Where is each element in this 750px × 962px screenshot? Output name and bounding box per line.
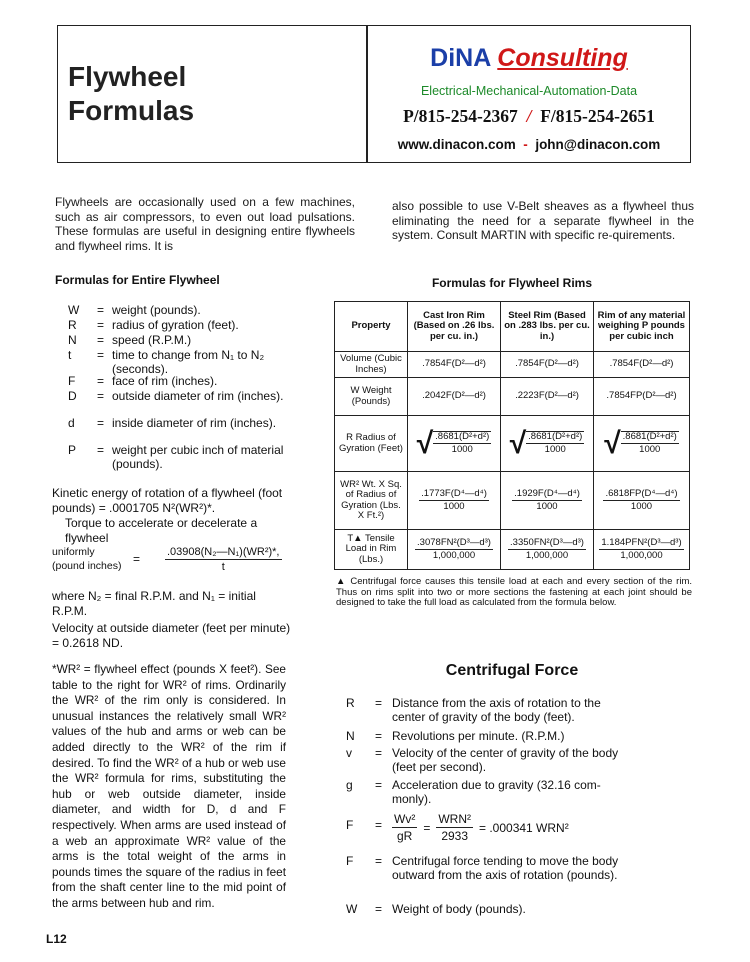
equals-sign: = <box>97 389 105 403</box>
equals-sign: = <box>375 818 383 832</box>
cell-value: .7854FP(D²—d²) <box>594 378 690 416</box>
formula-fraction2 <box>436 812 473 843</box>
page-number: L12 <box>46 932 67 946</box>
rims-footnote: ▲ Centrifugal force causes this tensile load at each and every section of the rim. Thus on rims split into two or more sections the fastening at each joint should be designed to take the full load as calculated from the formula below. <box>336 576 692 608</box>
cell-value: .7854F(D²—d²) <box>501 352 594 378</box>
brand-dina: DiNA <box>430 44 491 72</box>
definition-symbol: F <box>346 854 354 868</box>
definition-text: inside diameter of rim (inches). <box>112 416 277 430</box>
definition-symbol: F <box>346 818 354 832</box>
brand-consulting: Consulting <box>497 44 628 72</box>
formula-fraction1 <box>392 812 417 843</box>
kinetic-energy-text: Kinetic energy of rotation of a flywheel (foot pounds) = .0001705 N²(WR²)*. <box>52 486 283 515</box>
cell-property: R Radius of Gyration (Feet) <box>335 416 408 472</box>
col-header: Rim of any material weighing P pounds per cubic inch <box>594 302 690 352</box>
denominator: 1,000,000 <box>525 550 569 561</box>
equals-sign: = <box>375 696 383 710</box>
heading-flywheel-rims: Formulas for Flywheel Rims <box>431 276 593 290</box>
definition-symbol: d <box>68 416 75 430</box>
sqrt-icon: √ <box>416 426 434 460</box>
brand-tagline: Electrical-Mechanical-Automation-Data <box>420 84 638 98</box>
web-separator: - <box>523 137 528 152</box>
definition-text: radius of gyration (feet). <box>112 318 239 332</box>
equals-sign: = <box>423 820 431 835</box>
cell-value: .7854F(D²—d²) <box>594 352 690 378</box>
wr2-note-text: *WR² = flywheel effect (pounds X feet²). See table to the right for WR² of rims. Ordinarily the WR² of the rim only is considered. In unusual instances the relatively small WR² values of the hub and arms or web can be added directly to the WR² of the rim if desired. To find the WR² of a hub or web use the WR² formula for rims, substituting the hub or web outside diameter, inside diameter, and width for D, d and F respectively. When arms are used instead of a web an approximate WR² value of the arms is the total weight of the arms in pounds times the square of the radius in feet from the shaft center line to the mid point of the arms between hub and rim. <box>52 662 286 910</box>
definition-text: Centrifugal force tending to move the body outward from the axis of rotation (pounds). <box>392 854 619 882</box>
page-title-line1: Flywheel <box>68 61 187 92</box>
torque-numerator: .03908(N₂—N₁)(WR²)*, <box>167 546 280 558</box>
numerator: .3078FN²(D³—d³) <box>415 538 493 551</box>
equals-sign: = <box>375 746 383 760</box>
definition-text: speed (R.P.M.) <box>112 333 192 347</box>
definition-symbol: R <box>346 696 355 710</box>
numerator: 1.184PFN²(D³—d³) <box>599 538 683 551</box>
sqrt-icon: √ <box>509 426 527 460</box>
equals-sign: = <box>97 303 105 317</box>
email-link[interactable]: john@dinacon.com <box>535 137 661 152</box>
equals-sign: = <box>97 348 105 362</box>
table-row <box>335 352 690 378</box>
definition-symbol: R <box>68 318 77 332</box>
denominator: 1000 <box>451 444 473 455</box>
intro-right-text: also possible to use V-Belt sheaves as a flywheel thus eliminating the need for a separate flywheel in the system. Consult MARTIN with specific re-quirements. <box>392 199 694 242</box>
col-header: Steel Rim (Based on .283 lbs. per cu. in.) <box>501 302 594 352</box>
definition-symbol: v <box>346 746 352 760</box>
velocity-text: Velocity at outside diameter (feet per minute) = 0.2618 ND. <box>52 621 291 650</box>
denominator: 1000 <box>630 501 653 512</box>
denominator: 1,000,000 <box>432 550 476 561</box>
table-row <box>335 472 690 530</box>
denominator: gR <box>396 829 413 843</box>
equals-sign: = <box>97 443 105 457</box>
denominator: 1000 <box>544 444 566 455</box>
definition-symbol: F <box>68 374 76 388</box>
col-header: Cast Iron Rim (Based on .26 lbs. per cu. in.) <box>408 302 501 352</box>
page-title-line2: Formulas <box>68 95 195 126</box>
torque-text: Torque to accelerate or decelerate a flywheel <box>65 516 258 545</box>
table-header-row <box>335 302 690 352</box>
definition-text: weight per cubic inch of material (pounds). <box>112 443 284 471</box>
definition-text: outside diameter of rim (inches). <box>112 389 284 403</box>
where-text: where N₂ = final R.P.M. and N₁ = initial R.P.M. <box>52 589 256 618</box>
numerator: .3350FN²(D³—d³) <box>508 538 586 551</box>
contact-phones <box>368 106 690 127</box>
sqrt-icon: √ <box>604 426 621 460</box>
cell-property: T▲ Tensile Load in Rim (Lbs.) <box>335 530 408 570</box>
equals-sign: = <box>375 778 383 792</box>
denominator: 1000 <box>536 501 558 512</box>
website-link[interactable]: www.dinacon.com <box>397 137 516 152</box>
numerator: .1773F(D⁴—d⁴) <box>419 489 489 502</box>
torque-denominator: t <box>221 561 225 573</box>
numerator: WRN² <box>438 812 471 826</box>
formula-rest: = .000341 WRN² <box>479 820 569 835</box>
definition-symbol: D <box>68 389 77 403</box>
cell-value <box>408 472 501 530</box>
numerator: .8681(D²+d²) <box>433 432 491 445</box>
pound-inches-text: (pound inches) <box>52 560 122 572</box>
definition-symbol: W <box>346 902 358 916</box>
sqrt-expression <box>509 426 585 460</box>
uniform-equals: = <box>133 552 141 566</box>
denominator: 2933 <box>441 829 469 843</box>
definition-symbol: g <box>346 778 353 792</box>
denominator: 1,000,000 <box>620 550 663 561</box>
definition-text: face of rim (inches). <box>112 374 218 388</box>
equals-sign: = <box>375 902 383 916</box>
cell-value <box>408 416 501 472</box>
cell-property: Volume (Cubic Inches) <box>335 352 408 378</box>
intro-left-text: Flywheels are occasionally used on a few machines, such as air compressors, to even out load pulsations. These formulas are useful in designing entire flywheels and flywheel rims. It is <box>55 195 355 253</box>
contact-web <box>368 137 690 152</box>
definition-text: time to change from N₁ to N₂ (seconds). <box>112 348 265 376</box>
numerator: Wv² <box>394 812 416 826</box>
fax-number: F/815-254-2651 <box>540 106 655 126</box>
definition-text: weight (pounds). <box>112 303 201 317</box>
definition-symbol: W <box>68 303 80 317</box>
definition-symbol: N <box>68 333 77 347</box>
cell-value <box>408 530 501 570</box>
heading-entire-flywheel: Formulas for Entire Flywheel <box>55 273 220 287</box>
cell-value <box>501 416 594 472</box>
uniform-label <box>52 545 121 573</box>
sqrt-expression <box>416 426 492 460</box>
equals-sign: = <box>375 729 383 743</box>
cell-value <box>594 416 690 472</box>
numerator: .8681(D²+d²) <box>526 432 584 445</box>
definition-symbol: N <box>346 729 355 743</box>
table-row <box>335 378 690 416</box>
brand-logo <box>368 44 690 73</box>
centrifugal-formula <box>392 812 569 843</box>
phone-separator: / <box>526 106 532 126</box>
definition-text: Velocity of the center of gravity of the body (feet per second). <box>392 746 619 774</box>
definition-text: Distance from the axis of rotation to the center of gravity of the body (feet). <box>392 696 601 724</box>
rims-table <box>334 301 690 570</box>
col-header: Property <box>335 302 408 352</box>
equals-sign: = <box>97 333 105 347</box>
numerator: .8681(D²+d²) <box>621 432 679 445</box>
definition-symbol: P <box>68 443 77 457</box>
cell-property: W Weight (Pounds) <box>335 378 408 416</box>
denominator: 1000 <box>639 444 661 455</box>
cell-value: .2223F(D²—d²) <box>501 378 594 416</box>
heading-centrifugal-force: Centrifugal Force <box>445 662 579 679</box>
equals-sign: = <box>97 374 105 388</box>
definition-symbol: t <box>68 348 72 362</box>
numerator: .6818FP(D⁴—d⁴) <box>603 489 679 502</box>
uniformly-text: uniformly <box>52 546 95 558</box>
phone-number: P/815-254-2367 <box>403 106 518 126</box>
cell-value: .2042F(D²—d²) <box>408 378 501 416</box>
definition-text: Acceleration due to gravity (32.16 com-monly). <box>392 778 601 806</box>
numerator: .1929F(D⁴—d⁴) <box>512 489 582 502</box>
torque-fraction <box>165 546 282 573</box>
definition-text: Revolutions per minute. (R.P.M.) <box>392 729 565 743</box>
table-row <box>335 530 690 570</box>
definition-text: Weight of body (pounds). <box>392 902 526 916</box>
equals-sign: = <box>97 416 105 430</box>
equals-sign: = <box>97 318 105 332</box>
cell-value <box>501 530 594 570</box>
table-row <box>335 416 690 472</box>
cell-value <box>501 472 594 530</box>
denominator: 1000 <box>443 501 465 512</box>
cell-value <box>594 530 690 570</box>
cell-value <box>594 472 690 530</box>
cell-property: WR² Wt. X Sq. of Radius of Gyration (Lbs. X Ft.²) <box>335 472 408 530</box>
cell-value: .7854F(D²—d²) <box>408 352 501 378</box>
equals-sign: = <box>375 854 383 868</box>
sqrt-expression <box>604 426 679 460</box>
